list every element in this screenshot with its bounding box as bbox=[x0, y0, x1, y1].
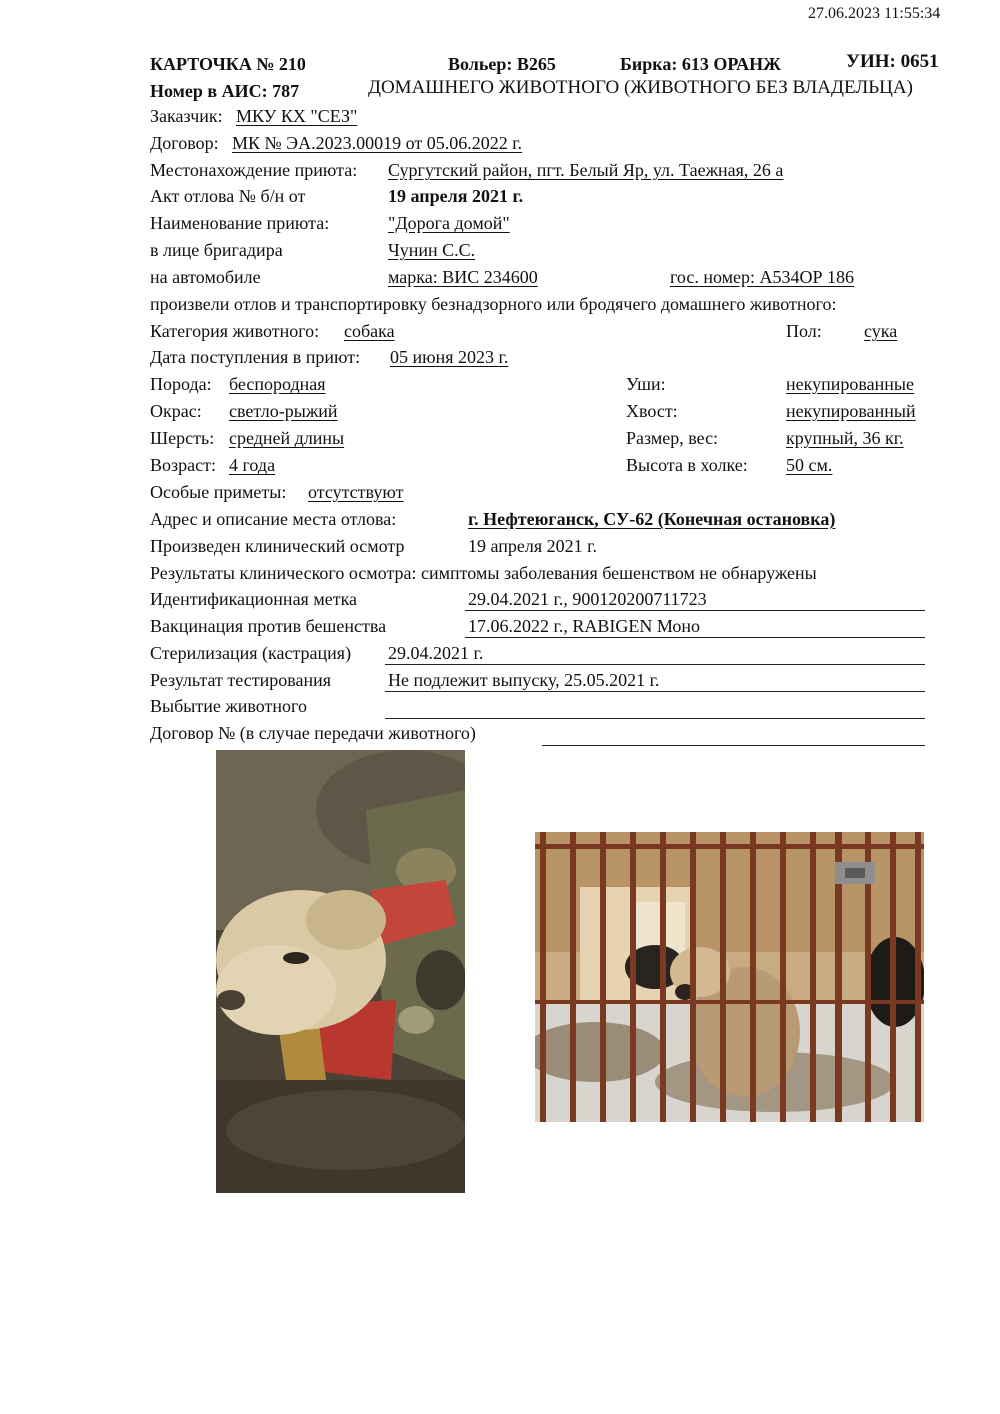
marks-label: Особые приметы: bbox=[150, 482, 287, 502]
height-value: 50 см. bbox=[786, 455, 833, 475]
vehicle-label: на автомобиле bbox=[150, 267, 261, 287]
customer-value: МКУ КХ "СЕЗ" bbox=[236, 106, 358, 126]
vehicle-brand: марка: ВИС 234600 bbox=[388, 267, 538, 287]
uin: УИН: 0651 bbox=[846, 51, 939, 72]
vaccination-value: 17.06.2022 г., RABIGEN Моно bbox=[468, 616, 701, 636]
dog-being-held-photo bbox=[216, 750, 465, 1193]
shelter-location-value: Сургутский район, пгт. Белый Яр, ул. Таежная, 26 а bbox=[388, 160, 784, 180]
ears-value: некупированные bbox=[786, 374, 914, 394]
exam-label: Произведен клинический осмотр bbox=[150, 536, 405, 556]
transfer-underline bbox=[542, 745, 925, 746]
sterilization-value: 29.04.2021 г. bbox=[388, 643, 484, 663]
foreman-value: Чунин С.С. bbox=[388, 240, 476, 260]
breed-label: Порода: bbox=[150, 374, 212, 394]
tag: Бирка: 613 ОРАНЖ bbox=[620, 54, 781, 74]
ears-label: Уши: bbox=[626, 374, 666, 394]
shelter-name-value: "Дорога домой" bbox=[388, 213, 510, 233]
category-label: Категория животного: bbox=[150, 321, 320, 341]
test-label: Результат тестирования bbox=[150, 670, 331, 690]
act-label: Акт отлова № б/н от bbox=[150, 186, 306, 206]
size-label: Размер, вес: bbox=[626, 428, 719, 448]
test-value: Не подлежит выпуску, 25.05.2021 г. bbox=[388, 670, 660, 690]
sex-value: сука bbox=[864, 321, 898, 341]
marks-value: отсутствуют bbox=[308, 482, 404, 502]
id-label: Идентификационная метка bbox=[150, 589, 358, 609]
height-label: Высота в холке: bbox=[626, 455, 748, 475]
vehicle-plate: гос. номер: А534ОР 186 bbox=[670, 267, 855, 287]
id-value: 29.04.2021 г., 900120200711723 bbox=[468, 589, 707, 609]
size-value: крупный, 36 кг. bbox=[786, 428, 904, 448]
test-underline bbox=[385, 691, 925, 692]
page-title: ДОМАШНЕГО ЖИВОТНОГО (ЖИВОТНОГО БЕЗ ВЛАДЕЛЬЦА) bbox=[368, 77, 913, 98]
age-label: Возраст: bbox=[150, 455, 216, 475]
card-number: КАРТОЧКА № 210 bbox=[150, 54, 306, 74]
coat-label: Шерсть: bbox=[150, 428, 215, 448]
exit-label: Выбытие животного bbox=[150, 696, 307, 716]
exam-value: 19 апреля 2021 г. bbox=[468, 536, 597, 556]
sterilization-label: Стерилизация (кастрация) bbox=[150, 643, 352, 663]
exam-result: Результаты клинического осмотра: симптомы заболевания бешенством не обнаружены bbox=[150, 563, 817, 583]
foreman-label: в лице бригадира bbox=[150, 240, 283, 260]
customer-label: Заказчик: bbox=[150, 106, 223, 126]
contract-value: МК № ЭА.2023.00019 от 05.06.2022 г. bbox=[232, 133, 523, 153]
category-value: собака bbox=[344, 321, 395, 341]
shelter-location-label: Местонахождение приюта: bbox=[150, 160, 358, 180]
print-timestamp: 27.06.2023 11:55:34 bbox=[808, 5, 941, 22]
id-underline bbox=[465, 610, 925, 611]
transfer-label: Договор № (в случае передачи животного) bbox=[150, 723, 476, 743]
contract-label: Договор: bbox=[150, 133, 219, 153]
ais-number: Номер в АИС: 787 bbox=[150, 81, 300, 101]
capture-value: г. Нефтеюганск, СУ-62 (Конечная остановка) bbox=[468, 509, 836, 529]
performed-text: произвели отлов и транспортировку безнадзорного или бродячего домашнего животного: bbox=[150, 294, 837, 314]
color-value: светло-рыжий bbox=[229, 401, 338, 421]
breed-value: беспородная bbox=[229, 374, 326, 394]
arrival-label: Дата поступления в приют: bbox=[150, 347, 361, 367]
exit-underline bbox=[385, 718, 925, 719]
sterilization-underline bbox=[385, 664, 925, 665]
act-value: 19 апреля 2021 г. bbox=[388, 186, 524, 206]
coat-value: средней длины bbox=[229, 428, 345, 448]
color-label: Окрас: bbox=[150, 401, 202, 421]
vaccination-label: Вакцинация против бешенства bbox=[150, 616, 387, 636]
tail-value: некупированный bbox=[786, 401, 916, 421]
arrival-value: 05 июня 2023 г. bbox=[390, 347, 509, 367]
capture-label: Адрес и описание места отлова: bbox=[150, 509, 397, 529]
shelter-name-label: Наименование приюта: bbox=[150, 213, 330, 233]
vaccination-underline bbox=[465, 637, 925, 638]
sex-label: Пол: bbox=[786, 321, 822, 341]
age-value: 4 года bbox=[229, 455, 276, 475]
dogs-in-cage-photo bbox=[535, 832, 924, 1122]
enclosure: Вольер: В265 bbox=[448, 54, 556, 74]
tail-label: Хвост: bbox=[626, 401, 678, 421]
